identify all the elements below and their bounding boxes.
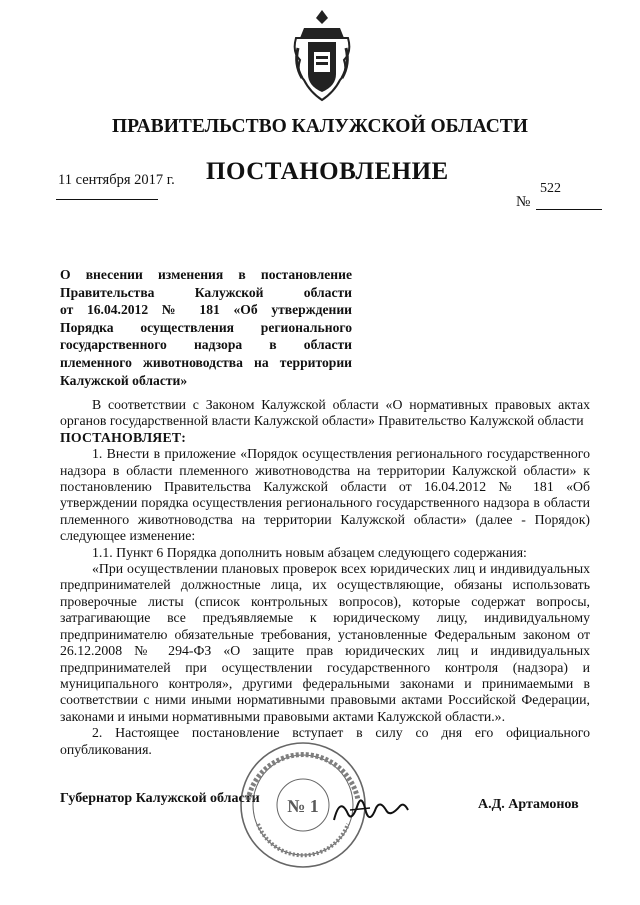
resolves-heading: ПОСТАНОВЛЯЕТ:: [60, 429, 187, 445]
subject-line: Правительства Калужской области: [60, 284, 352, 300]
signatory-name: А.Д. Артамонов: [478, 797, 579, 812]
government-title: ПРАВИТЕЛЬСТВО КАЛУЖСКОЙ ОБЛАСТИ: [112, 116, 528, 137]
signatory-title: Губернатор Калужской области: [60, 791, 260, 806]
item-1-1-paragraph: 1.1. Пункт 6 Порядка дополнить новым абзацем следующего содержания:: [92, 544, 527, 560]
document-date: 11 сентября 2017 г.: [58, 172, 175, 188]
subject-line: от 16.04.2012 № 181 «Об утверждении: [60, 302, 352, 318]
item-1-paragraph: 1. Внести в приложение «Порядок осуществления регионального государственного надзора в области племенного животноводства на территории Калужской области» к постановлению Правительства Калужской области от 16.04.2012 № 181 «Об утверждении порядка осуществления регионального государственного надзора в области племенного животноводства на территории Калужской области» (далее - Порядок) следующее изменение:: [60, 446, 590, 544]
date-underline: [56, 199, 158, 200]
intro-paragraph: В соответствии с Законом Калужской области «О нормативных правовых актах органов государственной власти Калужской области» Правительство Калужской области: [60, 397, 590, 429]
quoted-amendment: «При осуществлении плановых проверок всех юридических лиц и индивидуальных предпринимателей должностные лица, их осуществляющие, обязаны использовать проверочные листы (список контрольных вопросов), которые содержат вопросы, затрагивающие все предъявляемые к юридическому лицу, индивидуальному предпринимателю обязательные требования, установленные Федеральным законом от 26.12.2008 № 294-ФЗ «О защите прав юридических лиц и индивидуальных предпринимателей при осуществлении государственного контроля (надзора) и муниципального контроля», другими федеральными законами и принимаемыми в соответствии с ними иными нормативными правовыми актами Российской Федерации, законами и иными нормативными правовыми актами Калужской области.».: [60, 561, 590, 724]
document-number: 522: [540, 181, 561, 196]
subject-line: Калужской области»: [60, 372, 188, 388]
handwritten-signature: [330, 790, 410, 830]
number-sign: №: [516, 194, 531, 210]
document-type: ПОСТАНОВЛЕНИЕ: [206, 158, 449, 185]
stamp-number: № 1: [287, 796, 319, 816]
subject-line: Порядка осуществления регионального: [60, 319, 352, 335]
subject-line: племенного животноводства на территории: [60, 354, 352, 370]
document-subject: [60, 266, 352, 389]
document-body: [60, 397, 590, 758]
subject-line: О внесении изменения в постановление: [60, 267, 352, 282]
number-underline: [536, 209, 602, 210]
subject-line: государственного надзора в области: [60, 337, 352, 353]
coat-of-arms-emblem: [292, 8, 352, 104]
item-2-paragraph: 2. Настоящее постановление вступает в силу со дня его официального опубликования.: [60, 725, 590, 757]
